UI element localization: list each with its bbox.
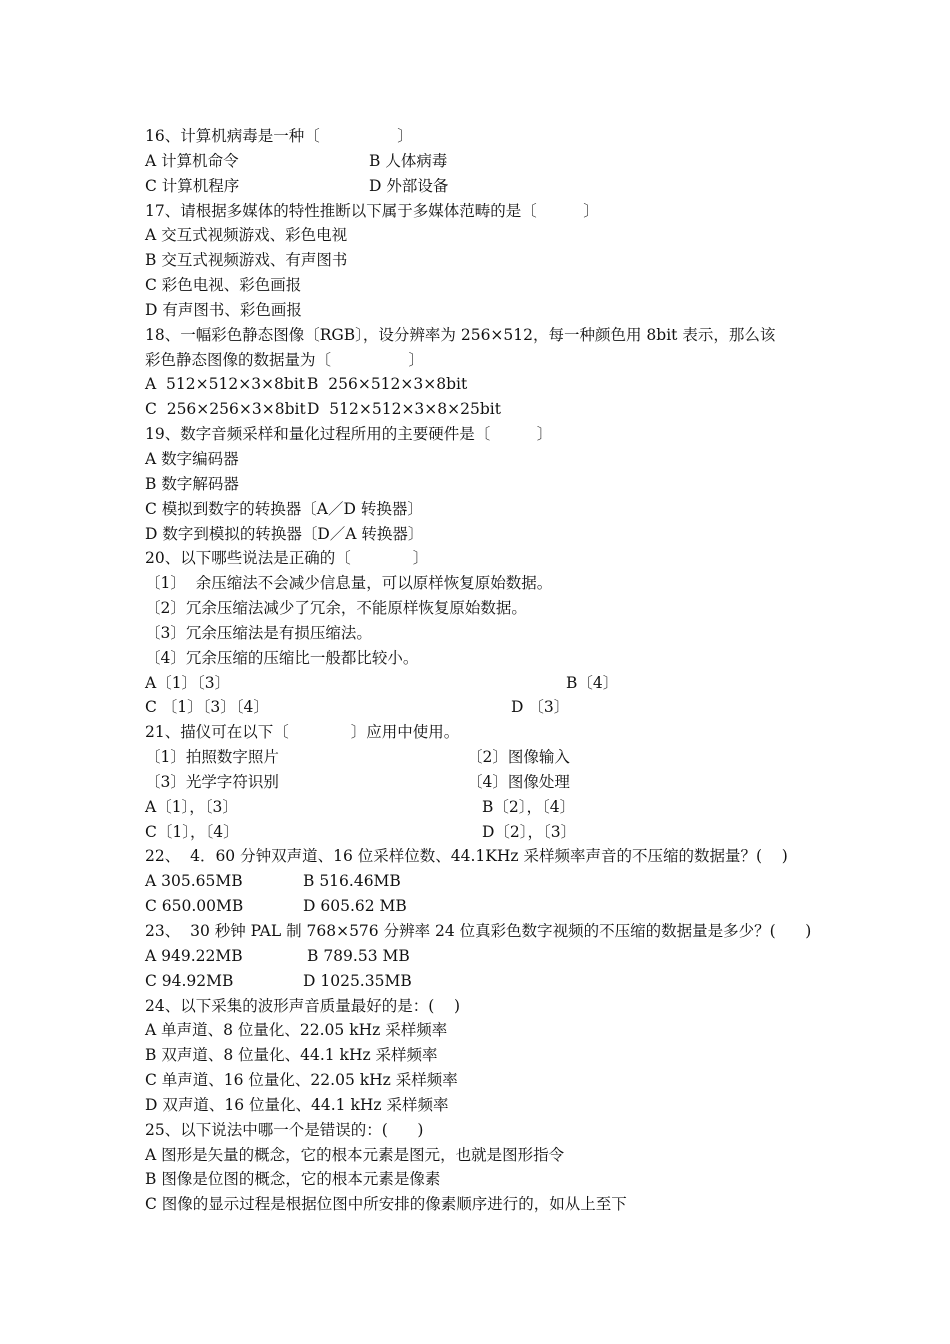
option-right: 〔2〕图像输入 — [467, 748, 570, 767]
option-right: D 605.62 MB — [303, 897, 407, 916]
line-text: C 650.00MB — [145, 897, 244, 916]
line-text: A 数字编码器 — [145, 449, 239, 468]
line-text: D 数字到模拟的转换器〔D／A 转换器〕 — [145, 524, 424, 543]
line-text: 〔1〕 余压缩法不会减少信息量，可以原样恢复原始数据。 — [145, 574, 553, 593]
line-text: 〔1〕拍照数字照片 — [145, 748, 279, 767]
option-right: B 516.46MB — [303, 872, 401, 891]
option-right: D 1025.35MB — [303, 971, 412, 990]
text-line — [145, 1068, 825, 1093]
line-text: C 94.92MB — [145, 971, 234, 990]
line-text: A 单声道、8 位量化、22.05 kHz 采样频率 — [145, 1021, 448, 1040]
line-text: A〔1〕〔3〕 — [145, 673, 231, 692]
text-line — [145, 497, 825, 522]
text-line — [145, 621, 825, 646]
text-line — [145, 397, 825, 422]
text-line — [145, 1118, 825, 1143]
line-text: D 有声图书、彩色画报 — [145, 300, 302, 319]
line-text: 21、描仪可在以下〔 〕应用中使用。 — [145, 723, 460, 742]
text-line — [145, 1018, 825, 1043]
question-list — [145, 124, 825, 1217]
line-text: 23、 30 秒钟 PAL 制 768×576 分辨率 24 位真彩色数字视频的不压缩的数据量是多少？( ) — [145, 922, 812, 940]
line-text: 19、数字音频采样和量化过程所用的主要硬件是〔 〕 — [145, 425, 553, 444]
line-text: 20、以下哪些说法是正确的〔 〕 — [145, 549, 429, 568]
text-line — [145, 795, 825, 820]
line-text: 〔4〕冗余压缩的压缩比一般都比较小。 — [145, 648, 419, 667]
text-line — [145, 273, 825, 298]
line-text: A 949.22MB — [145, 946, 243, 965]
line-text: C 图像的显示过程是根据位图中所安排的像素顺序进行的，如从上至下 — [145, 1195, 627, 1214]
text-line — [145, 646, 825, 671]
text-line — [145, 720, 825, 745]
text-line — [145, 919, 825, 944]
text-line — [145, 323, 825, 348]
option-right: 〔4〕图像处理 — [467, 772, 570, 791]
text-line — [145, 174, 825, 199]
text-line — [145, 869, 825, 894]
line-text: 彩色静态图像的数据量为〔 〕 — [145, 350, 425, 369]
option-right: B 人体病毒 — [369, 151, 448, 170]
text-line — [145, 695, 825, 720]
line-text: C 计算机程序 — [145, 176, 240, 195]
line-text: 25、以下说法中哪一个是错误的：( ) — [145, 1120, 424, 1139]
text-line — [145, 844, 825, 869]
text-line — [145, 820, 825, 845]
line-text: B 双声道、8 位量化、44.1 kHz 采样频率 — [145, 1046, 438, 1065]
text-line — [145, 969, 825, 994]
text-line — [145, 522, 825, 547]
line-text: C 模拟到数字的转换器〔A／D 转换器〕 — [145, 499, 423, 518]
line-text: A 512×512×3×8bit — [145, 375, 306, 394]
text-line — [145, 223, 825, 248]
line-text: 18、一幅彩色静态图像〔RGB〕，设分辨率为 256×512，每一种颜色用 8bit 表示，那么该 — [145, 325, 776, 344]
text-line — [145, 372, 825, 397]
line-text: B 图像是位图的概念，它的根本元素是像素 — [145, 1170, 441, 1189]
line-text: 24、以下采集的波形声音质量最好的是：( ) — [145, 996, 461, 1015]
text-line — [145, 596, 825, 621]
text-line — [145, 149, 825, 174]
text-line — [145, 671, 825, 696]
text-line — [145, 944, 825, 969]
option-right: D 512×512×3×8×25bit — [307, 400, 501, 419]
text-line — [145, 248, 825, 273]
option-right: D 〔3〕 — [511, 698, 570, 717]
text-line — [145, 745, 825, 770]
line-text: C 256×256×3×8bit — [145, 400, 306, 419]
text-line — [145, 994, 825, 1019]
line-text: A 305.65MB — [145, 872, 243, 891]
text-line — [145, 472, 825, 497]
text-line — [145, 298, 825, 323]
text-line — [145, 571, 825, 596]
text-line — [145, 124, 825, 149]
text-line — [145, 1192, 825, 1217]
text-line — [145, 199, 825, 224]
option-right: B 256×512×3×8bit — [307, 375, 468, 394]
text-line — [145, 348, 825, 373]
option-right: B〔2〕，〔4〕 — [482, 797, 576, 816]
line-text: A 计算机命令 — [145, 151, 239, 170]
text-line — [145, 546, 825, 571]
line-text: 〔3〕冗余压缩法是有损压缩法。 — [145, 623, 372, 642]
option-right: D 外部设备 — [369, 176, 449, 195]
text-line — [145, 1093, 825, 1118]
line-text: B 交互式视频游戏、有声图书 — [145, 251, 348, 270]
text-line — [145, 894, 825, 919]
text-line — [145, 1143, 825, 1168]
line-text: A〔1〕，〔3〕 — [145, 797, 238, 816]
line-text: 〔2〕冗余压缩法减少了冗余，不能原样恢复原始数据。 — [145, 599, 527, 618]
option-right: B〔4〕 — [566, 673, 619, 692]
line-text: B 数字解码器 — [145, 474, 239, 493]
line-text: 17、请根据多媒体的特性推断以下属于多媒体范畴的是〔 〕 — [145, 201, 599, 220]
line-text: C 彩色电视、彩色画报 — [145, 276, 302, 295]
text-line — [145, 1167, 825, 1192]
option-right: B 789.53 MB — [307, 946, 410, 965]
line-text: 22、 4．60 分钟双声道、16 位采样位数、44.1KHz 采样频率声音的不压缩的数据量？( ) — [145, 847, 788, 866]
text-line — [145, 1043, 825, 1068]
text-line — [145, 422, 825, 447]
line-text: C 单声道、16 位量化、22.05 kHz 采样频率 — [145, 1071, 458, 1090]
text-line — [145, 770, 825, 795]
option-right: D〔2〕，〔3〕 — [482, 822, 577, 841]
line-text: A 交互式视频游戏、彩色电视 — [145, 226, 348, 245]
line-text: D 双声道、16 位量化、44.1 kHz 采样频率 — [145, 1095, 449, 1114]
text-line — [145, 447, 825, 472]
line-text: A 图形是矢量的概念，它的根本元素是图元，也就是图形指令 — [145, 1145, 565, 1164]
line-text: C 〔1〕〔3〕〔4〕 — [145, 698, 269, 717]
line-text: 16、计算机病毒是一种〔 〕 — [145, 127, 413, 145]
line-text: C〔1〕，〔4〕 — [145, 822, 239, 841]
line-text: 〔3〕光学字符识别 — [145, 772, 279, 791]
